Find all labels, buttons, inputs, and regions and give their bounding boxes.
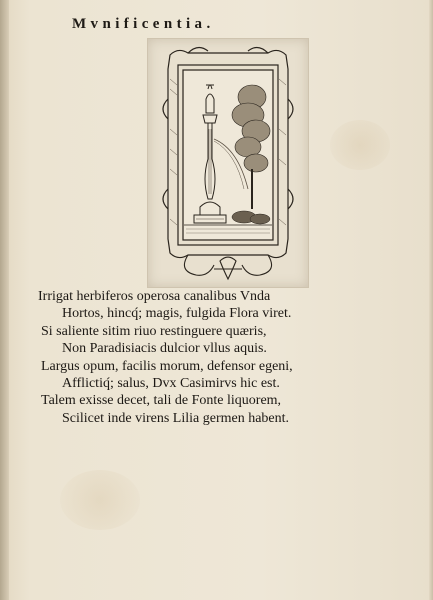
emblem-verse xyxy=(38,288,378,427)
verse-line-6: Afflictiq́; salus, Dvx Casimirvs hic est. xyxy=(62,376,280,392)
verse-line-5: Largus opum, facilis morum, defensor egeni, xyxy=(41,358,293,374)
verse-line-7: Talem exisse decet, tali de Fonte liquorem, xyxy=(41,393,282,409)
foxing-stain xyxy=(330,120,390,170)
foxing-stain xyxy=(60,470,140,530)
verse-line-8: Scilicet inde virens Lilia germen habent. xyxy=(62,410,290,426)
verse-line-1: Irrigat herbiferos operosa canalibus Vnda xyxy=(38,289,271,304)
running-head: Mvnificentia. xyxy=(72,16,215,32)
verse-line-2: Hortos, hincq́; magis, fulgida Flora viret. xyxy=(62,306,292,322)
verse-line-3: Si saliente sitim riuo restinguere quæris, xyxy=(41,323,267,339)
emblem-plate xyxy=(147,38,309,288)
emblem-woodcut-image xyxy=(148,39,308,287)
binding-gutter xyxy=(0,0,9,600)
verse-line-4: Non Paradisiacis dulcior vllus aquis. xyxy=(62,341,267,357)
page-edge xyxy=(429,0,433,600)
